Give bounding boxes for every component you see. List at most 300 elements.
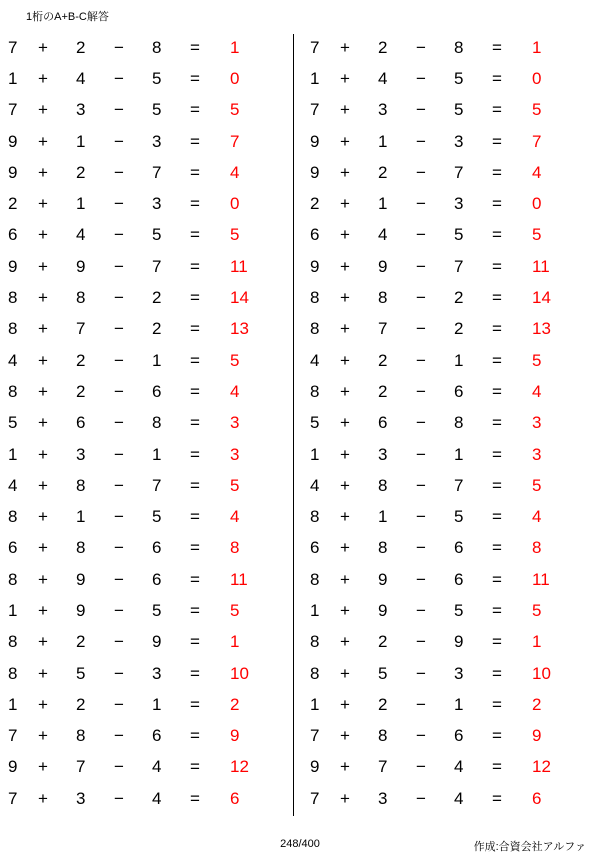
answer-value: 13 xyxy=(532,319,551,339)
operand-c: 3 xyxy=(454,194,464,214)
plus-icon: + xyxy=(340,68,350,88)
problem-row xyxy=(310,595,584,626)
equals-icon: = xyxy=(190,663,200,683)
answer-value: 10 xyxy=(532,663,551,683)
operand-a: 1 xyxy=(8,444,18,464)
minus-icon: − xyxy=(416,694,426,714)
plus-icon: + xyxy=(38,256,48,276)
plus-icon: + xyxy=(38,100,48,120)
operand-a: 1 xyxy=(8,68,18,88)
minus-icon: − xyxy=(416,632,426,652)
plus-icon: + xyxy=(340,694,350,714)
operand-a: 9 xyxy=(8,256,18,276)
operand-b: 2 xyxy=(76,694,86,714)
operand-a: 9 xyxy=(310,757,320,777)
page-title: 1桁のA+B-C解答 xyxy=(26,11,109,23)
equals-icon: = xyxy=(190,444,200,464)
operand-c: 5 xyxy=(454,225,464,245)
operand-c: 2 xyxy=(152,288,162,308)
operand-c: 3 xyxy=(454,131,464,151)
answer-value: 12 xyxy=(230,757,249,777)
answer-value: 14 xyxy=(230,288,249,308)
equals-icon: = xyxy=(492,194,502,214)
problem-row xyxy=(310,314,584,345)
operand-c: 2 xyxy=(454,319,464,339)
operand-c: 5 xyxy=(454,100,464,120)
minus-icon: − xyxy=(416,757,426,777)
operand-b: 3 xyxy=(378,788,388,808)
operand-c: 9 xyxy=(454,632,464,652)
operand-c: 6 xyxy=(454,569,464,589)
minus-icon: − xyxy=(114,68,124,88)
answer-value: 3 xyxy=(230,444,240,464)
minus-icon: − xyxy=(114,381,124,401)
page-footer xyxy=(0,838,600,854)
minus-icon: − xyxy=(416,569,426,589)
problem-row xyxy=(8,658,292,689)
operand-b: 9 xyxy=(76,569,86,589)
operand-a: 7 xyxy=(8,726,18,746)
operand-c: 1 xyxy=(152,350,162,370)
operand-a: 8 xyxy=(310,663,320,683)
plus-icon: + xyxy=(340,663,350,683)
operand-b: 9 xyxy=(76,256,86,276)
operand-a: 1 xyxy=(310,444,320,464)
operand-b: 8 xyxy=(378,726,388,746)
equals-icon: = xyxy=(492,694,502,714)
problem-row xyxy=(310,533,584,564)
operand-a: 6 xyxy=(8,538,18,558)
minus-icon: − xyxy=(416,37,426,57)
operand-b: 8 xyxy=(76,538,86,558)
equals-icon: = xyxy=(492,319,502,339)
operand-b: 1 xyxy=(378,507,388,527)
operand-c: 1 xyxy=(454,350,464,370)
plus-icon: + xyxy=(38,726,48,746)
operand-a: 8 xyxy=(8,569,18,589)
minus-icon: − xyxy=(114,694,124,714)
minus-icon: − xyxy=(416,68,426,88)
problem-row xyxy=(8,783,292,814)
page-number: 248/400 xyxy=(280,838,320,850)
minus-icon: − xyxy=(416,413,426,433)
plus-icon: + xyxy=(38,381,48,401)
problem-row xyxy=(8,439,292,470)
answer-value: 9 xyxy=(230,726,240,746)
operand-a: 8 xyxy=(8,507,18,527)
operand-c: 4 xyxy=(152,788,162,808)
operand-a: 7 xyxy=(310,100,320,120)
answer-value: 2 xyxy=(532,694,542,714)
operand-c: 9 xyxy=(152,632,162,652)
plus-icon: + xyxy=(340,538,350,558)
problem-row xyxy=(310,157,584,188)
answer-value: 13 xyxy=(230,319,249,339)
plus-icon: + xyxy=(38,444,48,464)
problem-row xyxy=(8,376,292,407)
operand-b: 7 xyxy=(378,319,388,339)
operand-c: 6 xyxy=(152,538,162,558)
equals-icon: = xyxy=(190,694,200,714)
operand-a: 1 xyxy=(8,600,18,620)
operand-a: 7 xyxy=(310,37,320,57)
operand-a: 6 xyxy=(310,225,320,245)
operand-a: 7 xyxy=(310,788,320,808)
operand-a: 5 xyxy=(310,413,320,433)
operand-b: 1 xyxy=(76,194,86,214)
minus-icon: − xyxy=(416,100,426,120)
operand-a: 8 xyxy=(310,288,320,308)
equals-icon: = xyxy=(190,569,200,589)
operand-b: 9 xyxy=(76,600,86,620)
answer-value: 5 xyxy=(532,350,542,370)
minus-icon: − xyxy=(416,726,426,746)
plus-icon: + xyxy=(38,475,48,495)
plus-icon: + xyxy=(340,194,350,214)
minus-icon: − xyxy=(114,350,124,370)
operand-b: 3 xyxy=(378,100,388,120)
answer-value: 5 xyxy=(532,600,542,620)
operand-b: 2 xyxy=(378,694,388,714)
problem-row xyxy=(310,689,584,720)
equals-icon: = xyxy=(492,131,502,151)
operand-a: 8 xyxy=(8,381,18,401)
problem-row xyxy=(310,470,584,501)
operand-a: 1 xyxy=(310,600,320,620)
minus-icon: − xyxy=(114,757,124,777)
problem-row xyxy=(8,126,292,157)
equals-icon: = xyxy=(190,256,200,276)
operand-b: 2 xyxy=(76,632,86,652)
operand-a: 8 xyxy=(310,319,320,339)
operand-b: 3 xyxy=(76,788,86,808)
problem-row xyxy=(8,470,292,501)
answer-value: 5 xyxy=(532,100,542,120)
minus-icon: − xyxy=(416,600,426,620)
equals-icon: = xyxy=(492,37,502,57)
problem-column-left xyxy=(0,32,292,814)
minus-icon: − xyxy=(114,100,124,120)
operand-a: 2 xyxy=(8,194,18,214)
answer-value: 3 xyxy=(230,413,240,433)
problem-row xyxy=(8,282,292,313)
operand-c: 5 xyxy=(152,507,162,527)
operand-b: 3 xyxy=(76,100,86,120)
operand-c: 2 xyxy=(454,288,464,308)
equals-icon: = xyxy=(492,600,502,620)
operand-c: 7 xyxy=(454,256,464,276)
operand-c: 5 xyxy=(152,68,162,88)
minus-icon: − xyxy=(114,131,124,151)
equals-icon: = xyxy=(492,350,502,370)
plus-icon: + xyxy=(340,319,350,339)
operand-b: 9 xyxy=(378,600,388,620)
operand-c: 6 xyxy=(152,569,162,589)
equals-icon: = xyxy=(492,475,502,495)
operand-b: 2 xyxy=(378,632,388,652)
operand-a: 4 xyxy=(310,350,320,370)
operand-c: 1 xyxy=(152,694,162,714)
operand-b: 7 xyxy=(76,757,86,777)
operand-a: 4 xyxy=(8,475,18,495)
operand-c: 5 xyxy=(152,100,162,120)
operand-a: 7 xyxy=(8,788,18,808)
minus-icon: − xyxy=(114,37,124,57)
operand-b: 1 xyxy=(378,194,388,214)
answer-value: 4 xyxy=(230,507,240,527)
operand-c: 5 xyxy=(454,68,464,88)
answer-value: 0 xyxy=(230,194,240,214)
equals-icon: = xyxy=(190,381,200,401)
minus-icon: − xyxy=(114,444,124,464)
problem-row xyxy=(310,501,584,532)
operand-b: 1 xyxy=(76,131,86,151)
answer-value: 7 xyxy=(532,131,542,151)
operand-a: 8 xyxy=(310,632,320,652)
problem-row xyxy=(310,752,584,783)
operand-a: 1 xyxy=(310,68,320,88)
answer-value: 14 xyxy=(532,288,551,308)
minus-icon: − xyxy=(114,632,124,652)
plus-icon: + xyxy=(340,632,350,652)
plus-icon: + xyxy=(340,37,350,57)
operand-b: 8 xyxy=(378,475,388,495)
plus-icon: + xyxy=(340,225,350,245)
answer-value: 6 xyxy=(230,788,240,808)
operand-b: 2 xyxy=(378,381,388,401)
operand-b: 8 xyxy=(76,726,86,746)
operand-b: 2 xyxy=(378,37,388,57)
minus-icon: − xyxy=(416,444,426,464)
minus-icon: − xyxy=(416,663,426,683)
equals-icon: = xyxy=(190,100,200,120)
operand-c: 3 xyxy=(152,663,162,683)
minus-icon: − xyxy=(114,600,124,620)
operand-c: 4 xyxy=(152,757,162,777)
plus-icon: + xyxy=(38,288,48,308)
operand-c: 1 xyxy=(152,444,162,464)
problem-row xyxy=(8,314,292,345)
operand-a: 8 xyxy=(8,319,18,339)
operand-a: 9 xyxy=(310,131,320,151)
answer-value: 5 xyxy=(230,600,240,620)
plus-icon: + xyxy=(38,569,48,589)
operand-b: 2 xyxy=(76,162,86,182)
operand-c: 2 xyxy=(152,319,162,339)
operand-c: 8 xyxy=(152,413,162,433)
operand-b: 8 xyxy=(76,288,86,308)
minus-icon: − xyxy=(416,131,426,151)
plus-icon: + xyxy=(38,663,48,683)
answer-value: 5 xyxy=(230,350,240,370)
problem-row xyxy=(8,752,292,783)
answer-value: 5 xyxy=(230,225,240,245)
minus-icon: − xyxy=(416,162,426,182)
problem-columns xyxy=(0,32,600,814)
equals-icon: = xyxy=(492,100,502,120)
operand-a: 8 xyxy=(310,569,320,589)
minus-icon: − xyxy=(416,381,426,401)
plus-icon: + xyxy=(340,256,350,276)
problem-row xyxy=(310,627,584,658)
answer-value: 11 xyxy=(532,569,550,589)
answer-value: 0 xyxy=(230,68,240,88)
equals-icon: = xyxy=(492,444,502,464)
operand-b: 4 xyxy=(76,225,86,245)
operand-a: 1 xyxy=(8,694,18,714)
answer-value: 3 xyxy=(532,444,542,464)
equals-icon: = xyxy=(492,788,502,808)
operand-a: 8 xyxy=(8,663,18,683)
equals-icon: = xyxy=(190,788,200,808)
answer-value: 5 xyxy=(230,475,240,495)
operand-c: 3 xyxy=(454,663,464,683)
minus-icon: − xyxy=(114,475,124,495)
plus-icon: + xyxy=(38,225,48,245)
problem-row xyxy=(8,595,292,626)
operand-b: 4 xyxy=(378,68,388,88)
minus-icon: − xyxy=(114,726,124,746)
answer-value: 4 xyxy=(230,381,240,401)
equals-icon: = xyxy=(492,256,502,276)
problem-row xyxy=(8,627,292,658)
minus-icon: − xyxy=(416,538,426,558)
equals-icon: = xyxy=(492,757,502,777)
operand-b: 1 xyxy=(378,131,388,151)
operand-c: 7 xyxy=(454,475,464,495)
equals-icon: = xyxy=(492,569,502,589)
operand-b: 7 xyxy=(378,757,388,777)
problem-row xyxy=(8,95,292,126)
operand-b: 6 xyxy=(378,413,388,433)
answer-value: 8 xyxy=(532,538,542,558)
equals-icon: = xyxy=(190,225,200,245)
operand-a: 9 xyxy=(8,757,18,777)
operand-b: 5 xyxy=(76,663,86,683)
problem-row xyxy=(310,783,584,814)
equals-icon: = xyxy=(492,413,502,433)
operand-a: 9 xyxy=(310,256,320,276)
equals-icon: = xyxy=(492,288,502,308)
operand-b: 9 xyxy=(378,569,388,589)
answer-value: 4 xyxy=(532,381,542,401)
operand-b: 2 xyxy=(76,381,86,401)
plus-icon: + xyxy=(340,100,350,120)
operand-a: 6 xyxy=(310,538,320,558)
minus-icon: − xyxy=(114,538,124,558)
operand-b: 8 xyxy=(76,475,86,495)
equals-icon: = xyxy=(190,194,200,214)
equals-icon: = xyxy=(190,319,200,339)
equals-icon: = xyxy=(190,475,200,495)
operand-c: 7 xyxy=(152,475,162,495)
problem-row xyxy=(8,32,292,63)
equals-icon: = xyxy=(190,600,200,620)
operand-c: 8 xyxy=(152,37,162,57)
plus-icon: + xyxy=(340,726,350,746)
minus-icon: − xyxy=(114,413,124,433)
problem-row xyxy=(310,439,584,470)
equals-icon: = xyxy=(492,507,502,527)
plus-icon: + xyxy=(340,507,350,527)
answer-value: 9 xyxy=(532,726,542,746)
equals-icon: = xyxy=(190,350,200,370)
plus-icon: + xyxy=(38,632,48,652)
plus-icon: + xyxy=(340,413,350,433)
problem-row xyxy=(310,63,584,94)
problem-row xyxy=(8,689,292,720)
answer-value: 10 xyxy=(230,663,249,683)
operand-a: 4 xyxy=(8,350,18,370)
operand-a: 9 xyxy=(8,131,18,151)
plus-icon: + xyxy=(340,475,350,495)
minus-icon: − xyxy=(416,256,426,276)
operand-a: 9 xyxy=(8,162,18,182)
operand-c: 5 xyxy=(454,507,464,527)
answer-value: 5 xyxy=(532,475,542,495)
problem-row xyxy=(310,126,584,157)
answer-value: 4 xyxy=(532,162,542,182)
plus-icon: + xyxy=(38,131,48,151)
problem-row xyxy=(8,721,292,752)
operand-b: 7 xyxy=(76,319,86,339)
equals-icon: = xyxy=(492,381,502,401)
operand-b: 5 xyxy=(378,663,388,683)
operand-a: 9 xyxy=(310,162,320,182)
problem-row xyxy=(310,564,584,595)
problem-row xyxy=(8,345,292,376)
problem-row xyxy=(310,251,584,282)
plus-icon: + xyxy=(38,319,48,339)
equals-icon: = xyxy=(492,162,502,182)
plus-icon: + xyxy=(340,131,350,151)
problem-row xyxy=(8,188,292,219)
operand-b: 2 xyxy=(378,350,388,370)
operand-c: 6 xyxy=(454,538,464,558)
plus-icon: + xyxy=(340,444,350,464)
plus-icon: + xyxy=(340,381,350,401)
minus-icon: − xyxy=(114,569,124,589)
plus-icon: + xyxy=(38,694,48,714)
answer-value: 0 xyxy=(532,68,542,88)
equals-icon: = xyxy=(492,726,502,746)
problem-row xyxy=(310,95,584,126)
operand-c: 7 xyxy=(152,162,162,182)
minus-icon: − xyxy=(114,162,124,182)
operand-a: 5 xyxy=(8,413,18,433)
answer-value: 7 xyxy=(230,131,240,151)
credit-text: 作成:合資会社アルファ xyxy=(473,841,586,853)
operand-b: 2 xyxy=(76,37,86,57)
answer-value: 8 xyxy=(230,538,240,558)
minus-icon: − xyxy=(416,319,426,339)
minus-icon: − xyxy=(114,288,124,308)
equals-icon: = xyxy=(190,632,200,652)
plus-icon: + xyxy=(340,600,350,620)
operand-b: 3 xyxy=(378,444,388,464)
equals-icon: = xyxy=(492,68,502,88)
answer-value: 4 xyxy=(532,507,542,527)
problem-row xyxy=(8,220,292,251)
operand-b: 2 xyxy=(76,350,86,370)
operand-a: 6 xyxy=(8,225,18,245)
operand-c: 4 xyxy=(454,788,464,808)
plus-icon: + xyxy=(38,600,48,620)
minus-icon: − xyxy=(114,788,124,808)
plus-icon: + xyxy=(38,350,48,370)
minus-icon: − xyxy=(114,256,124,276)
answer-value: 1 xyxy=(532,632,542,652)
